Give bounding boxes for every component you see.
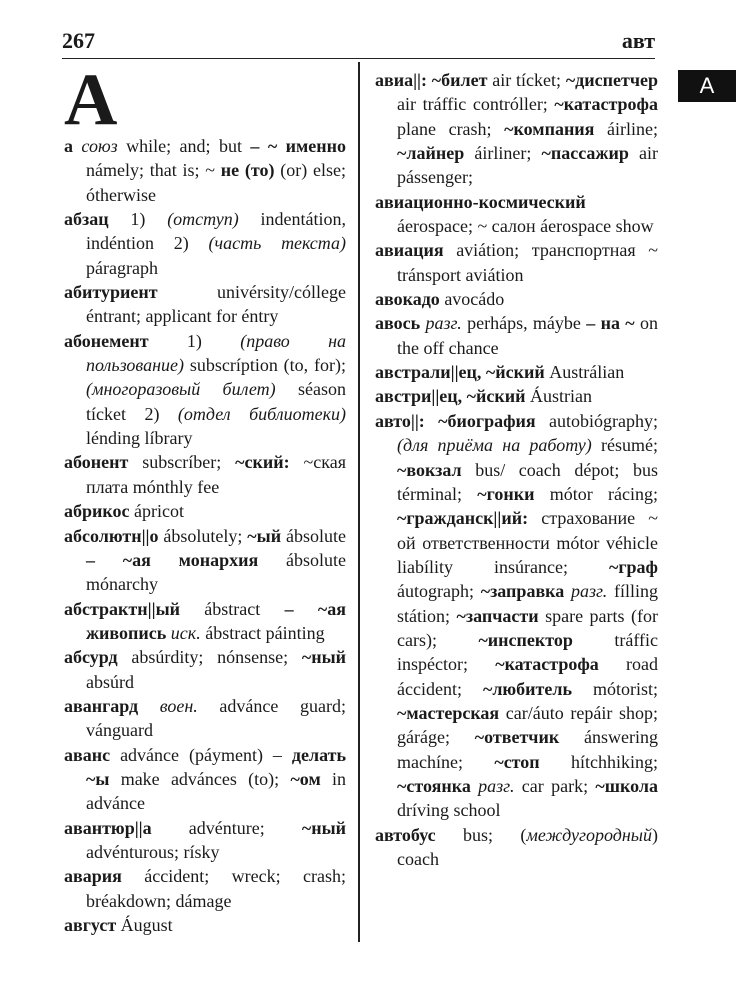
headword-text: делать ~ы bbox=[86, 744, 346, 789]
dictionary-entry bbox=[375, 287, 658, 311]
headword-text: ~пассажир bbox=[541, 143, 629, 164]
gloss-text: subscríber; bbox=[128, 452, 236, 473]
dictionary-entry bbox=[64, 864, 346, 913]
headword-text: автобус bbox=[375, 824, 436, 845]
gloss-text: ábsolute bbox=[281, 525, 346, 546]
gloss-text: indentátion, indéntion 2) bbox=[86, 209, 346, 254]
headword-text: ~лайнер bbox=[397, 143, 465, 164]
headword-text: ~катастрофа bbox=[554, 94, 658, 115]
headword-text: ~запчасти bbox=[456, 605, 539, 626]
headword-text: авантюр||а bbox=[64, 817, 152, 838]
dictionary-entry bbox=[64, 597, 346, 646]
gloss-text: Áustrian bbox=[525, 386, 592, 407]
headword-text: ~билет bbox=[427, 70, 488, 90]
headword-text: ~биография bbox=[424, 410, 536, 431]
headword-text: – ~ая живопись bbox=[86, 598, 346, 643]
dictionary-entry bbox=[64, 694, 346, 743]
gloss-text: air pássenger; bbox=[397, 143, 658, 188]
headword-text: а bbox=[64, 136, 73, 156]
gloss-text: advánce (páyment) – bbox=[110, 744, 292, 765]
left-entries bbox=[64, 134, 346, 937]
gloss-text: while; and; but bbox=[117, 136, 251, 156]
label-text: разг. bbox=[470, 775, 515, 796]
gloss-text: fílling státion; bbox=[397, 581, 659, 626]
headword-text: ~гражданск||ий: bbox=[397, 508, 529, 529]
gloss-text: absúrd bbox=[86, 671, 134, 692]
dictionary-entry bbox=[64, 134, 346, 207]
gloss-text: hítchhiking; bbox=[539, 751, 658, 772]
headword-text: авокадо bbox=[375, 289, 440, 310]
gloss-text: perháps, máybe bbox=[461, 313, 587, 334]
gloss-text: car park; bbox=[514, 775, 596, 796]
gloss-text: ) coach bbox=[397, 824, 658, 869]
gloss-text: ábstract bbox=[180, 598, 285, 619]
gloss-text: car/áuto repáir shop; gáráge; bbox=[397, 702, 658, 748]
gloss-text: páragraph bbox=[86, 257, 158, 278]
label-text: (право на пользование) bbox=[86, 330, 347, 376]
gloss-text: avocádo bbox=[439, 289, 505, 310]
label-text: (часть текста) bbox=[208, 233, 346, 254]
gloss-text: road áccident; bbox=[397, 654, 659, 699]
headword-text: август bbox=[64, 915, 117, 935]
column-divider bbox=[358, 62, 360, 942]
gloss-text: áutograph; bbox=[397, 581, 481, 602]
headword-text: ~гонки bbox=[477, 483, 535, 504]
dictionary-entry bbox=[64, 816, 346, 865]
label-text: междугородный bbox=[526, 824, 652, 845]
gloss-text: ~ская плата mónthly fee bbox=[86, 452, 347, 497]
headword-text: авиа||: bbox=[375, 70, 428, 90]
headword-text: – ~ именно bbox=[250, 136, 346, 156]
dictionary-entry bbox=[64, 499, 346, 523]
headword-text: абстрактн||ый bbox=[64, 598, 180, 619]
dictionary-entry bbox=[64, 645, 346, 694]
gloss-text: univérsity/cóllege éntrant; applicant for éntry bbox=[86, 282, 346, 327]
gloss-text: mótorist; bbox=[572, 678, 658, 699]
dictionary-entry bbox=[64, 280, 346, 329]
section-letter: А bbox=[64, 59, 119, 141]
headword-text: абонемент bbox=[64, 330, 149, 351]
label-text: разг. bbox=[420, 313, 462, 334]
headword-text: ~компания bbox=[504, 118, 595, 139]
label-text: (для приёма на работу) bbox=[397, 435, 592, 456]
thumb-index-tab: А bbox=[678, 70, 736, 102]
label-text: (отдел библиотеки) bbox=[177, 403, 346, 424]
dictionary-entry bbox=[64, 524, 346, 597]
dictionary-entry bbox=[64, 743, 346, 816]
gloss-text: áccident; wreck; crash; bréakdown; dámage bbox=[86, 866, 346, 911]
gloss-text: ápricot bbox=[129, 501, 184, 522]
headword-text: авария bbox=[64, 866, 122, 887]
headword-text: авиация bbox=[375, 240, 444, 261]
headword-text: абрикос bbox=[64, 501, 130, 522]
headword-text: абонент bbox=[64, 452, 129, 473]
headword-text: ~ый bbox=[247, 525, 282, 546]
headword-text: ~стоянка bbox=[397, 775, 471, 796]
dictionary-entry bbox=[64, 913, 346, 937]
headword-text: авось bbox=[375, 313, 421, 334]
gloss-text: ábstract páinting bbox=[200, 622, 325, 643]
headword-text: ~ом bbox=[290, 768, 321, 789]
gloss-text: on the off chance bbox=[397, 313, 659, 358]
right-entries bbox=[375, 68, 658, 871]
gloss-text: advénturous; rísky bbox=[86, 841, 220, 862]
headword-text: абсурд bbox=[64, 647, 118, 668]
dictionary-entry bbox=[375, 238, 658, 287]
gloss-text: страхование ~ ой ответственности mótor véhicle liabílity insúrance; bbox=[397, 508, 658, 577]
gloss-text: subscríption (to, for); bbox=[183, 355, 346, 376]
gloss-text: plane crash; bbox=[397, 118, 505, 139]
gloss-text: advénture; bbox=[151, 817, 302, 838]
headword-text: ~вокзал bbox=[397, 459, 462, 480]
headword-text: австрали||ец, ~йский bbox=[375, 362, 545, 383]
dictionary-entry bbox=[375, 68, 658, 190]
gloss-text: tráffic inspéctor; bbox=[397, 629, 658, 675]
headword-text: аванс bbox=[64, 744, 111, 765]
headword-text: авангард bbox=[64, 695, 139, 716]
gloss-text: 1) bbox=[108, 209, 168, 230]
gloss-text: air tícket; bbox=[487, 70, 566, 90]
dictionary-entry bbox=[375, 190, 658, 239]
gloss-text: námely; that is; ~ bbox=[86, 160, 221, 181]
dictionary-entry bbox=[375, 384, 658, 408]
dictionary-entry bbox=[64, 329, 346, 451]
label-text: союз bbox=[73, 136, 118, 156]
gloss-text: áerospace; ~ салон áerospace show bbox=[397, 216, 654, 237]
gloss-text: bus; ( bbox=[435, 824, 527, 845]
headword-text: ~школа bbox=[595, 775, 658, 796]
headword-text: ~ский: bbox=[235, 452, 290, 473]
gloss-text: (or) else; ótherwise bbox=[86, 160, 346, 205]
headword-text: не (то) bbox=[220, 160, 275, 181]
headword-text: ~мастерская bbox=[397, 702, 500, 723]
headword-text: ~граф bbox=[609, 556, 658, 577]
gloss-text: lénding líbrary bbox=[86, 428, 193, 449]
headword-text: абитуриент bbox=[64, 282, 158, 303]
right-column bbox=[375, 68, 658, 871]
gloss-text: bus/ coach dépot; bus términal; bbox=[397, 459, 658, 504]
dictionary-entry bbox=[375, 311, 658, 360]
gloss-text: air tráffic contróller; bbox=[397, 94, 555, 115]
headword-text: авто||: bbox=[375, 410, 425, 431]
gloss-text: dríving school bbox=[397, 800, 501, 821]
gloss-text: ábsolute mónarchy bbox=[86, 549, 346, 595]
gloss-text: mótor rácing; bbox=[534, 483, 658, 504]
page-number: 267 bbox=[62, 28, 95, 53]
headword-text: ~диспетчер bbox=[565, 70, 658, 90]
headword-text: ~ответчик bbox=[474, 727, 560, 748]
gloss-text: aviátion; транспортная ~ tránsport aviátion bbox=[397, 240, 658, 285]
label-text: иск. bbox=[166, 622, 201, 643]
headword-text: ~заправка bbox=[480, 581, 565, 602]
headword-text: авиационно-космический bbox=[375, 191, 586, 212]
headword-text: – на ~ bbox=[586, 313, 635, 334]
label-text: (многоразовый билет) bbox=[86, 379, 276, 400]
dictionary-entry bbox=[375, 409, 658, 823]
gloss-text: ánswering machíne; bbox=[397, 727, 658, 772]
gloss-text: ábsolutely; bbox=[158, 525, 248, 546]
headword-text: ~ный bbox=[301, 647, 346, 668]
gloss-text: advánce guard; vánguard bbox=[86, 695, 346, 741]
dictionary-entry bbox=[375, 360, 658, 384]
dictionary-entry bbox=[64, 450, 346, 499]
gloss-text: spare parts (for cars); bbox=[397, 605, 659, 650]
headword-text: абзац bbox=[64, 209, 109, 230]
gloss-text: Austrálian bbox=[544, 362, 625, 383]
gloss-text: autobiógraphy; bbox=[535, 410, 658, 431]
gloss-text: in advánce bbox=[86, 768, 346, 814]
headword-text: – ~ая монархия bbox=[86, 549, 259, 570]
gloss-text: áirline; bbox=[594, 118, 658, 139]
left-column bbox=[64, 59, 347, 937]
gloss-text: Áugust bbox=[116, 915, 173, 935]
gloss-text: résumé; bbox=[591, 435, 658, 456]
gloss-text: áirliner; bbox=[464, 143, 542, 164]
headword-text: абсолютн||о bbox=[64, 525, 159, 546]
page-header bbox=[62, 28, 655, 59]
headword-text: австри||ец, ~йский bbox=[375, 386, 526, 407]
gloss-text: make advánces (to); bbox=[109, 768, 291, 789]
label-text: разг. bbox=[564, 581, 608, 602]
label-text: воен. bbox=[138, 695, 198, 716]
gloss-text: 1) bbox=[148, 330, 241, 351]
label-text: (отступ) bbox=[167, 209, 239, 230]
gloss-text: absúrdity; nónsense; bbox=[117, 647, 302, 668]
headword-text: ~любитель bbox=[482, 678, 572, 699]
headword-text: ~стоп bbox=[494, 751, 540, 772]
headword-text: ~ный bbox=[301, 817, 346, 838]
headword-text: ~катастрофа bbox=[495, 654, 599, 675]
gloss-text: séason tícket 2) bbox=[86, 379, 346, 424]
running-head: авт bbox=[621, 28, 655, 53]
dictionary-entry bbox=[64, 207, 346, 280]
headword-text: ~инспектор bbox=[478, 629, 573, 650]
dictionary-entry bbox=[375, 823, 658, 872]
